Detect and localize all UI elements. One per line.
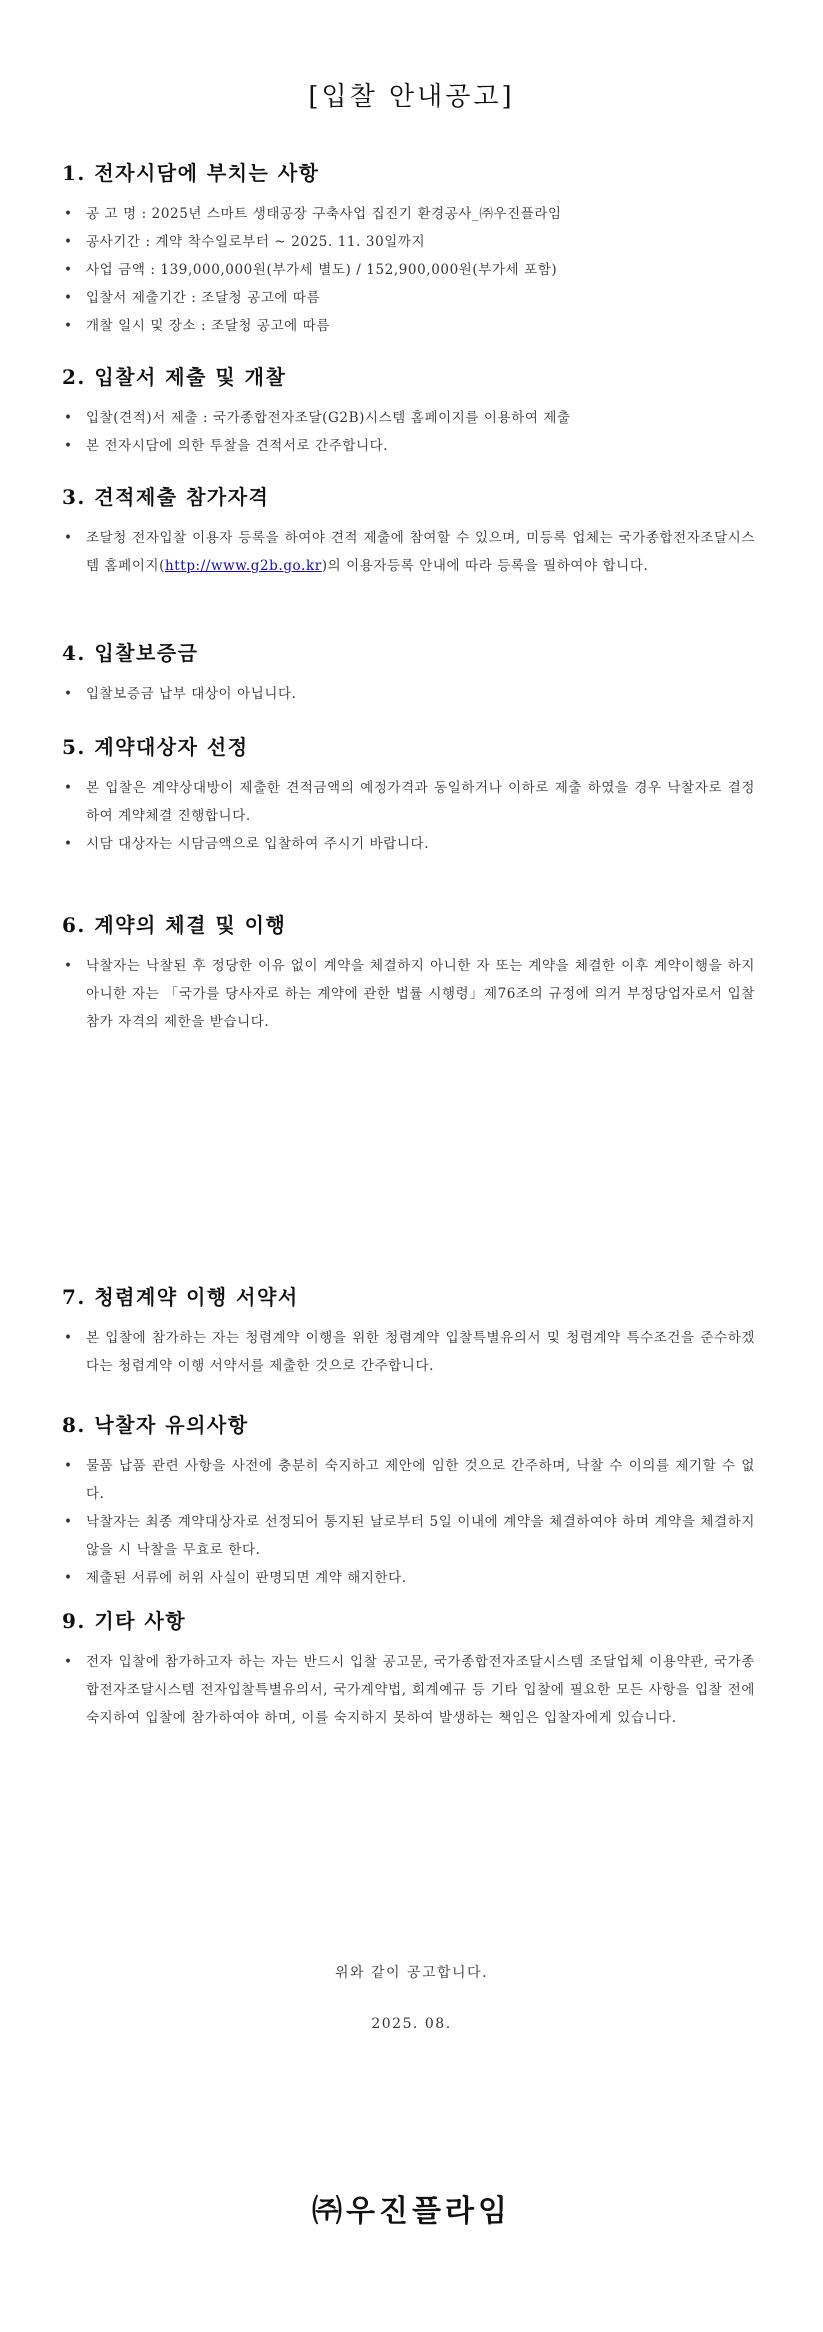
company-name: ㈜우진플라임 [312,2194,511,2229]
list-item: • 물품 납품 관련 사항을 사전에 충분히 숙지하고 제안에 임한 것으로 간주하며, 낙찰 수 이의를 제기할 수 없다. [62,1452,755,1508]
item-list [62,680,755,708]
item-list [62,952,755,1036]
section-integrity-pledge [62,1284,755,1380]
section-eligibility [62,484,755,580]
list-item: • 입찰서 제출기간 : 조달청 공고에 따름 [62,284,755,312]
list-item [62,524,755,580]
section-heading: 1. 전자시담에 부치는 사항 [62,161,320,185]
document-title: [입찰 안내공고] [308,82,515,112]
list-item: • 공 고 명 : 2025년 스마트 생태공장 구축사업 집진기 환경공사_㈜우진플라임 [62,200,755,228]
list-item: • 낙찰자는 낙찰된 후 정당한 이유 없이 계약을 체결하지 아니한 자 또는 계약을 체결한 이후 계약이행을 하지 아니한 자는 「국가를 당사자로 하는 계약에 관한 법률 시행령」제76조의 규정에 의거 부정당업자로서 입찰참가 자격의 제한을 받습니다. [62,952,755,1036]
item-list [62,404,755,460]
item-list [62,1648,755,1732]
item-list [62,1452,755,1592]
list-item: • 낙찰자는 최종 계약대상자로 선정되어 통지된 날로부터 5일 이내에 계약을 체결하여야 하며 계약을 체결하지 않을 시 낙찰을 무효로 한다. [62,1508,755,1564]
list-item: • 본 입찰은 계약상대방이 제출한 견적금액의 예정가격과 동일하거나 이하로 제출 하였을 경우 낙찰자로 결정하여 계약체결 진행합니다. [62,774,755,830]
section-heading: 5. 계약대상자 선정 [62,735,249,759]
list-item: • 시담 대상자는 시담금액으로 입찰하여 주시기 바랍니다. [62,830,755,858]
item-text: )의 이용자등록 안내에 따라 등록을 필하여야 합니다. [321,558,649,574]
section-contractor-selection [62,734,755,858]
item-list [62,200,755,340]
section-contract-execution [62,912,755,1036]
list-item: • 제출된 서류에 허위 사실이 판명되면 계약 해지한다. [62,1564,755,1592]
notice-date: 2025. 08. [371,2016,452,2032]
section-heading: 6. 계약의 체결 및 이행 [62,913,287,937]
section-heading: 2. 입찰서 제출 및 개찰 [62,365,287,389]
list-item: • 입찰(견적)서 제출 : 국가종합전자조달(G2B)시스템 홈페이지를 이용하여 제출 [62,404,755,432]
list-item: • 입찰보증금 납부 대상이 아닙니다. [62,680,755,708]
section-heading: 4. 입찰보증금 [62,641,199,665]
section-bid-submission [62,364,755,460]
item-list [62,524,755,580]
section-heading: 3. 견적제출 참가자격 [62,485,270,509]
section-heading: 9. 기타 사항 [62,1609,187,1633]
item-list [62,774,755,858]
list-item: • 사업 금액 : 139,000,000원(부가세 별도) / 152,900,000원(부가세 포함) [62,256,755,284]
item-text: 조달청 전자입찰 이용자 등록을 하여야 견적 제출에 참여할 수 있으며, 미등록 업체는 국가종합전자조달시스템 홈페이지( [86,530,755,574]
closing-notice: 위와 같이 공고합니다. [334,1965,489,1981]
section-heading: 7. 청렴계약 이행 서약서 [62,1285,299,1309]
section-winner-notes [62,1412,755,1592]
section-heading: 8. 낙찰자 유의사항 [62,1413,249,1437]
list-item: • 전자 입찰에 참가하고자 하는 자는 반드시 입찰 공고문, 국가종합전자조달시스템 조달업체 이용약관, 국가종합전자조달시스템 전자입찰특별유의서, 국가계약법, 회계예규 등 기타 입찰에 필요한 모든 사항을 입찰 전에 숙지하여 입찰에 참가하여야 하며, 이를 숙지하지 못하여 발생하는 책임은 입찰자에게 있습니다. [62,1648,755,1732]
item-list [62,1324,755,1380]
section-bid-deposit [62,640,755,708]
section-other-matters [62,1608,755,1732]
list-item: • 본 전자시담에 의한 투찰을 견적서로 간주합니다. [62,432,755,460]
g2b-link[interactable]: http://www.g2b.go.kr [164,558,322,574]
section-bidding-subject [62,160,755,340]
list-item: • 공사기간 : 계약 착수일로부터 ~ 2025. 11. 30일까지 [62,228,755,256]
list-item: • 개찰 일시 및 장소 : 조달청 공고에 따름 [62,312,755,340]
list-item: • 본 입찰에 참가하는 자는 청렴계약 이행을 위한 청렴계약 입찰특별유의서 및 청렴계약 특수조건을 준수하겠다는 청렴계약 이행 서약서를 제출한 것으로 간주합니다. [62,1324,755,1380]
